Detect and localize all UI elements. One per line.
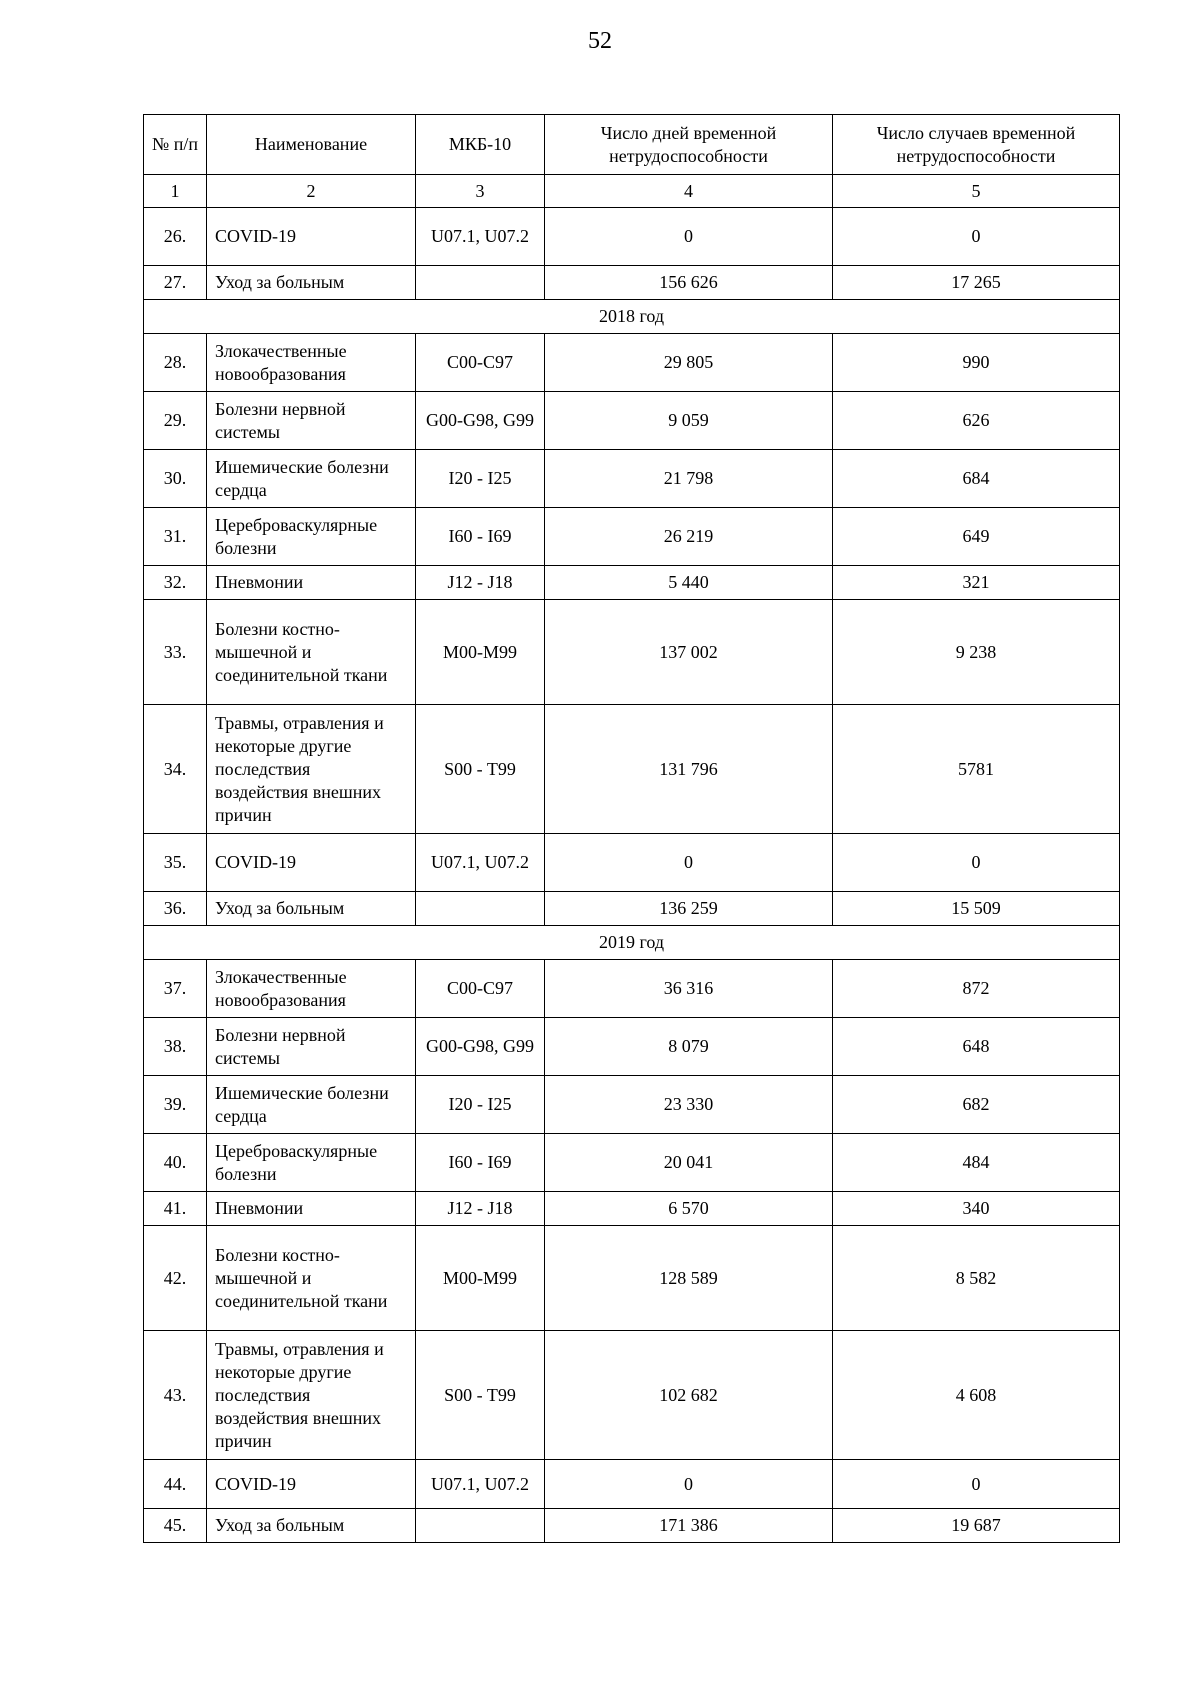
- row-name-cell: Цереброваскулярные болезни: [207, 1134, 416, 1192]
- section-label: 2018 год: [144, 300, 1120, 334]
- row-icd10-cell: U07.1, U07.2: [416, 834, 545, 892]
- row-number-cell: 28.: [144, 334, 207, 392]
- disability-table: [143, 114, 1120, 1543]
- row-number-cell: 43.: [144, 1331, 207, 1460]
- row-cases-cell: 19 687: [833, 1509, 1120, 1543]
- table-row: [144, 960, 1120, 1018]
- row-days-cell: 5 440: [545, 566, 833, 600]
- header-cases: Число случаев временной нетрудоспособности: [833, 115, 1120, 175]
- row-icd10-cell: [416, 892, 545, 926]
- row-icd10-cell: I60 - I69: [416, 508, 545, 566]
- header-row: [144, 115, 1120, 175]
- row-icd10-cell: C00-C97: [416, 960, 545, 1018]
- row-icd10-cell: M00-M99: [416, 600, 545, 705]
- row-cases-cell: 626: [833, 392, 1120, 450]
- row-cases-cell: 4 608: [833, 1331, 1120, 1460]
- table-row: [144, 1134, 1120, 1192]
- table-row: [144, 892, 1120, 926]
- row-icd10-cell: S00 - T99: [416, 705, 545, 834]
- row-icd10-cell: C00-C97: [416, 334, 545, 392]
- row-icd10-cell: I60 - I69: [416, 1134, 545, 1192]
- row-icd10-cell: J12 - J18: [416, 1192, 545, 1226]
- row-days-cell: 171 386: [545, 1509, 833, 1543]
- row-cases-cell: 0: [833, 834, 1120, 892]
- row-cases-cell: 684: [833, 450, 1120, 508]
- row-days-cell: 36 316: [545, 960, 833, 1018]
- row-icd10-cell: G00-G98, G99: [416, 392, 545, 450]
- row-number-cell: 32.: [144, 566, 207, 600]
- row-name-cell: Уход за больным: [207, 266, 416, 300]
- column-number: 4: [545, 175, 833, 208]
- row-cases-cell: 0: [833, 208, 1120, 266]
- row-icd10-cell: I20 - I25: [416, 1076, 545, 1134]
- row-cases-cell: 648: [833, 1018, 1120, 1076]
- column-number: 5: [833, 175, 1120, 208]
- row-icd10-cell: U07.1, U07.2: [416, 1460, 545, 1509]
- row-cases-cell: 15 509: [833, 892, 1120, 926]
- row-cases-cell: 484: [833, 1134, 1120, 1192]
- section-row: [144, 926, 1120, 960]
- table-row: [144, 334, 1120, 392]
- row-days-cell: 29 805: [545, 334, 833, 392]
- row-icd10-cell: J12 - J18: [416, 566, 545, 600]
- row-icd10-cell: S00 - T99: [416, 1331, 545, 1460]
- row-icd10-cell: I20 - I25: [416, 450, 545, 508]
- row-name-cell: Болезни костно-мышечной и соединительной ткани: [207, 1226, 416, 1331]
- column-number: 3: [416, 175, 545, 208]
- row-days-cell: 0: [545, 834, 833, 892]
- row-name-cell: COVID-19: [207, 1460, 416, 1509]
- table-row: [144, 1226, 1120, 1331]
- row-number-cell: 33.: [144, 600, 207, 705]
- row-cases-cell: 321: [833, 566, 1120, 600]
- table-row: [144, 1018, 1120, 1076]
- row-icd10-cell: [416, 266, 545, 300]
- table-row: [144, 566, 1120, 600]
- row-cases-cell: 9 238: [833, 600, 1120, 705]
- page-number: 52: [588, 28, 612, 54]
- row-number-cell: 34.: [144, 705, 207, 834]
- row-cases-cell: 5781: [833, 705, 1120, 834]
- row-name-cell: COVID-19: [207, 834, 416, 892]
- row-name-cell: Злокачественные новообразования: [207, 960, 416, 1018]
- row-number-cell: 37.: [144, 960, 207, 1018]
- row-number-cell: 40.: [144, 1134, 207, 1192]
- row-cases-cell: 990: [833, 334, 1120, 392]
- header-number: № п/п: [144, 115, 207, 175]
- table-row: [144, 392, 1120, 450]
- row-number-cell: 44.: [144, 1460, 207, 1509]
- row-cases-cell: 872: [833, 960, 1120, 1018]
- row-name-cell: Злокачественные новообразования: [207, 334, 416, 392]
- table-row: [144, 1509, 1120, 1543]
- row-name-cell: Болезни нервной системы: [207, 392, 416, 450]
- table-row: [144, 1192, 1120, 1226]
- table-body: [144, 208, 1120, 1543]
- row-days-cell: 0: [545, 208, 833, 266]
- row-cases-cell: 682: [833, 1076, 1120, 1134]
- table-row: [144, 834, 1120, 892]
- table-row: [144, 705, 1120, 834]
- row-cases-cell: 17 265: [833, 266, 1120, 300]
- row-number-cell: 26.: [144, 208, 207, 266]
- row-days-cell: 137 002: [545, 600, 833, 705]
- row-cases-cell: 649: [833, 508, 1120, 566]
- row-name-cell: Болезни костно-мышечной и соединительной ткани: [207, 600, 416, 705]
- header-icd10: МКБ-10: [416, 115, 545, 175]
- column-number-row: [144, 175, 1120, 208]
- row-days-cell: 136 259: [545, 892, 833, 926]
- row-name-cell: Пневмонии: [207, 566, 416, 600]
- row-name-cell: Ишемические болезни сердца: [207, 450, 416, 508]
- table-row: [144, 208, 1120, 266]
- table-row: [144, 600, 1120, 705]
- row-days-cell: 21 798: [545, 450, 833, 508]
- table-row: [144, 450, 1120, 508]
- row-icd10-cell: G00-G98, G99: [416, 1018, 545, 1076]
- row-days-cell: 23 330: [545, 1076, 833, 1134]
- row-days-cell: 0: [545, 1460, 833, 1509]
- row-icd10-cell: U07.1, U07.2: [416, 208, 545, 266]
- row-cases-cell: 340: [833, 1192, 1120, 1226]
- row-cases-cell: 8 582: [833, 1226, 1120, 1331]
- section-row: [144, 300, 1120, 334]
- table-row: [144, 1076, 1120, 1134]
- row-name-cell: Болезни нервной системы: [207, 1018, 416, 1076]
- table-row: [144, 1460, 1120, 1509]
- row-name-cell: Цереброваскулярные болезни: [207, 508, 416, 566]
- row-name-cell: Травмы, отравления и некоторые другие последствия воздействия внешних причин: [207, 1331, 416, 1460]
- row-cases-cell: 0: [833, 1460, 1120, 1509]
- row-number-cell: 27.: [144, 266, 207, 300]
- table-row: [144, 1331, 1120, 1460]
- row-number-cell: 29.: [144, 392, 207, 450]
- row-days-cell: 6 570: [545, 1192, 833, 1226]
- row-days-cell: 102 682: [545, 1331, 833, 1460]
- section-label: 2019 год: [144, 926, 1120, 960]
- row-days-cell: 8 079: [545, 1018, 833, 1076]
- row-number-cell: 35.: [144, 834, 207, 892]
- row-number-cell: 39.: [144, 1076, 207, 1134]
- header-days: Число дней временной нетрудоспособности: [545, 115, 833, 175]
- row-number-cell: 38.: [144, 1018, 207, 1076]
- row-number-cell: 42.: [144, 1226, 207, 1331]
- row-number-cell: 36.: [144, 892, 207, 926]
- row-number-cell: 41.: [144, 1192, 207, 1226]
- row-name-cell: Травмы, отравления и некоторые другие последствия воздействия внешних причин: [207, 705, 416, 834]
- row-days-cell: 26 219: [545, 508, 833, 566]
- row-number-cell: 30.: [144, 450, 207, 508]
- row-number-cell: 31.: [144, 508, 207, 566]
- row-number-cell: 45.: [144, 1509, 207, 1543]
- row-name-cell: Уход за больным: [207, 1509, 416, 1543]
- column-number: 1: [144, 175, 207, 208]
- row-name-cell: COVID-19: [207, 208, 416, 266]
- row-name-cell: Пневмонии: [207, 1192, 416, 1226]
- row-icd10-cell: [416, 1509, 545, 1543]
- table-row: [144, 266, 1120, 300]
- row-days-cell: 9 059: [545, 392, 833, 450]
- row-days-cell: 156 626: [545, 266, 833, 300]
- row-days-cell: 128 589: [545, 1226, 833, 1331]
- column-number: 2: [207, 175, 416, 208]
- row-name-cell: Уход за больным: [207, 892, 416, 926]
- row-name-cell: Ишемические болезни сердца: [207, 1076, 416, 1134]
- table-row: [144, 508, 1120, 566]
- row-icd10-cell: M00-M99: [416, 1226, 545, 1331]
- row-days-cell: 20 041: [545, 1134, 833, 1192]
- header-name: Наименование: [207, 115, 416, 175]
- row-days-cell: 131 796: [545, 705, 833, 834]
